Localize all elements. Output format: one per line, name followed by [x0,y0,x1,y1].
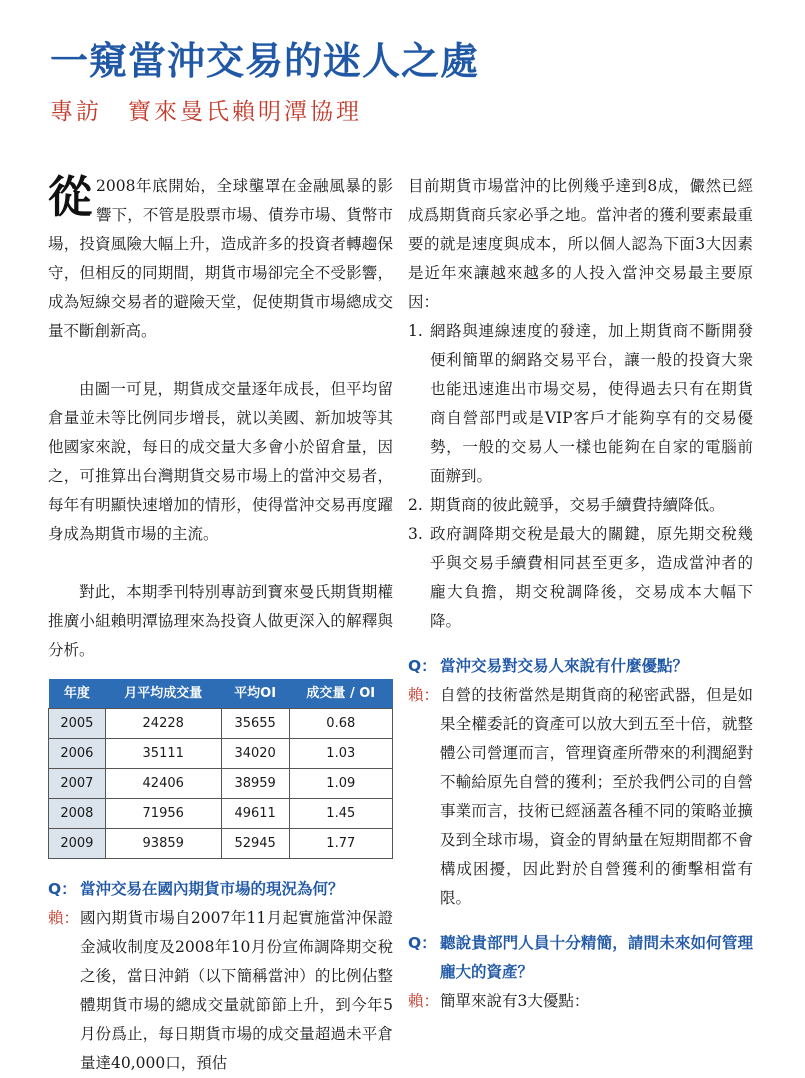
paragraph-growth: 由圖一可見，期貨成交量逐年成長，但平均留倉量並未等比例同步增長，就以美國、新加坡等其他國家來說，每日的成交量大多會小於留倉量，因之，可推算出台灣期貨交易市場上的當沖交易者，每年有明顯快速增加的情形，使得當沖交易再度躍身成為期貨市場的主流。 [48,380,393,543]
cell-year: 2009 [49,829,106,859]
cell-year: 2008 [49,799,106,829]
table-row [49,829,393,859]
right-column [408,172,753,1016]
list-text: 期貨商的彼此競爭，交易手續費持續降低。 [430,496,725,514]
volume-table [48,679,393,859]
cell-ratio: 1.03 [289,739,392,769]
question-text: 當沖交易在國內期貨市場的現況為何？ [80,880,344,898]
article-title: 一窺當沖交易的迷人之處 [50,39,480,83]
answer-prefix: 賴： [408,992,440,1010]
cell-year: 2007 [49,769,106,799]
paragraph-intro [48,172,393,346]
table-row [49,799,393,829]
cell-volume: 42406 [105,769,221,799]
question-prefix: Q： [48,880,77,898]
list-number: 3. [408,525,423,543]
cell-oi: 49611 [221,799,289,829]
question-prefix: Q： [408,934,437,952]
list-item [408,491,753,520]
list-item [408,520,753,636]
cell-volume: 35111 [105,739,221,769]
answer-prefix: 賴： [408,686,440,704]
question-1 [48,875,393,904]
answer-prefix: 賴： [48,909,80,927]
answer-2 [408,681,753,913]
cell-oi: 35655 [221,709,289,739]
cell-volume: 24228 [105,709,221,739]
paragraph-interview: 對此，本期季刊特別專訪到寶來曼氏期貨期權推廣小組賴明潭協理來為投資人做更深入的解釋與分析。 [48,583,393,659]
list-number: 2. [408,496,423,514]
intro-text: 2008年底開始，全球壟罩在金融風暴的影響下，不管是股票市場、債券市場、貨幣市場，投資風險大幅上升，造成許多的投資者轉趨保守，但相反的同期間，期貨市場卻完全不受影響，成為短線交易者的避險天堂，促使期貨市場總成交量不斷創新高。 [48,177,393,340]
left-column [48,172,393,1078]
table-header-row [49,679,393,709]
answer-1 [48,904,393,1078]
header-avg-oi: 平均OI [221,679,289,709]
paragraph-continued: 目前期貨市場當沖的比例幾乎達到8成，儼然已經成爲期貨商兵家必爭之地。當沖者的獲利要素最重要的就是速度與成本，所以個人認為下面3大因素是近年來讓越來越多的人投入當沖交易最主要原因： [408,177,753,311]
cell-volume: 93859 [105,829,221,859]
list-item [408,317,753,491]
cell-volume: 71956 [105,799,221,829]
list-text: 政府調降期交稅是最大的關鍵，原先期交稅幾乎與交易手續費相同甚至更多，造成當沖者的龐大負擔，期交稅調降後，交易成本大幅下降。 [430,525,753,630]
table-row [49,769,393,799]
cell-ratio: 1.45 [289,799,392,829]
question-2 [408,652,753,681]
cell-ratio: 1.77 [289,829,392,859]
article-subtitle: 專訪 寶來曼氏賴明潭協理 [50,99,362,125]
cell-oi: 34020 [221,739,289,769]
cell-oi: 38959 [221,769,289,799]
answer-text: 國內期貨市場自2007年11月起實施當沖保證金減收制度及2008年10月份宣佈調降期交稅之後，當日沖銷（以下簡稱當沖）的比例佔整體期貨市場的總成交量就節節上升，到今年5月份爲止，每日期貨市場的成交量超過未平倉量達40,000口，預估 [80,909,393,1072]
cell-oi: 52945 [221,829,289,859]
question-text: 聽說貴部門人員十分精簡，請問未來如何管理龐大的資產？ [440,934,753,981]
drop-cap: 從 [48,172,92,223]
question-prefix: Q： [408,657,437,675]
question-3 [408,929,753,987]
answer-text: 自營的技術當然是期貨商的秘密武器，但是如果全權委託的資產可以放大到五至十倍，就整體公司營運而言，管理資產所帶來的利潤絕對不輸給原先自營的獲利；至於我們公司的自營事業而言，技術已經涵蓋各種不同的策略並擴及到全球市場，資金的胃納量在短期間都不會構成困擾，因此對於自營獲利的衝擊相當有限。 [440,686,753,907]
cell-year: 2006 [49,739,106,769]
header-monthly-volume: 月平均成交量 [105,679,221,709]
answer-text: 簡單來說有3大優點： [440,992,590,1010]
header-year: 年度 [49,679,106,709]
reasons-list [408,317,753,636]
list-number: 1. [408,322,423,340]
cell-ratio: 0.68 [289,709,392,739]
header-volume-oi-ratio: 成交量 / OI [289,679,392,709]
cell-year: 2005 [49,709,106,739]
cell-ratio: 1.09 [289,769,392,799]
question-text: 當沖交易對交易人來說有什麼優點？ [440,657,689,675]
answer-3 [408,987,753,1016]
table-row [49,709,393,739]
list-text: 網路與連線速度的發達，加上期貨商不斷開發便利簡單的網路交易平台，讓一般的投資大衆也能迅速進出市場交易，使得過去只有在期貨商自營部門或是VIP客戶才能夠享有的交易優勢，一般的交易人一樣也能夠在自家的電腦前面辦到。 [430,322,753,485]
table-row [49,739,393,769]
